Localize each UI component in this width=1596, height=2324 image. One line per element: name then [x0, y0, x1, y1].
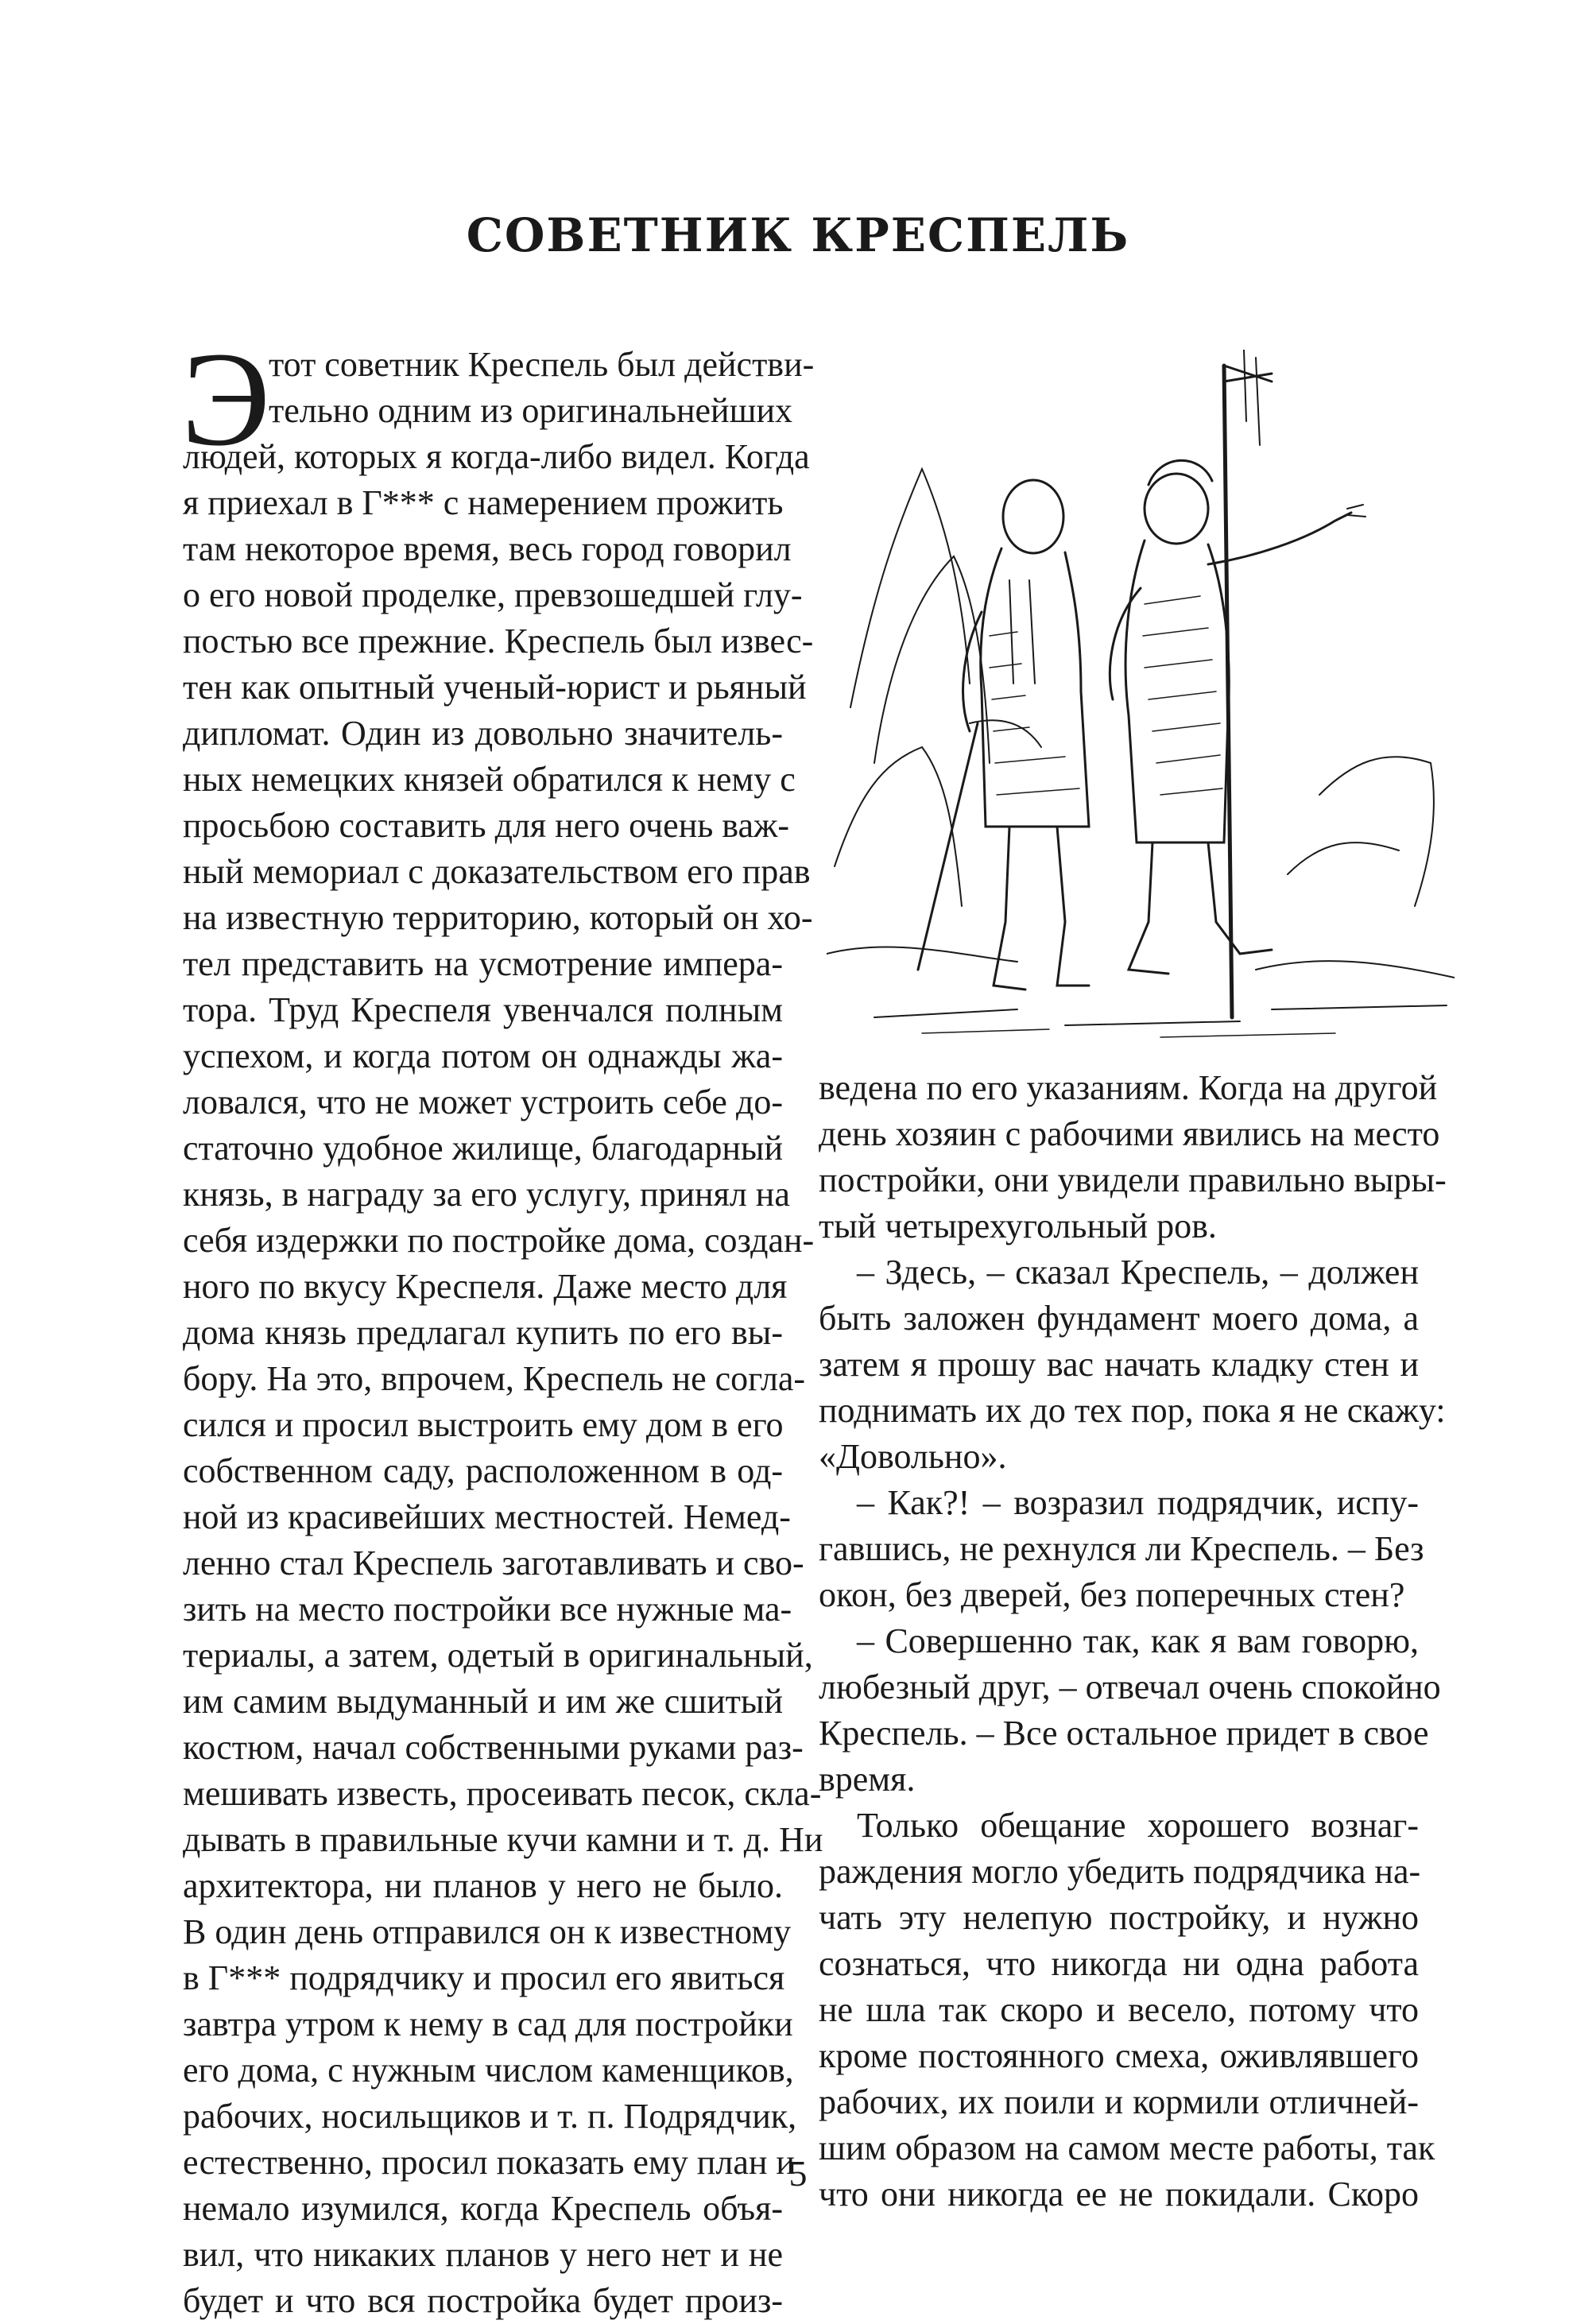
text-line: людей, которых я когда-либо видел. Когда — [183, 437, 810, 476]
text-line: ных немецких князей обратился к нему с — [183, 760, 796, 799]
text-line: архитектора, ни планов у него не было. — [183, 1866, 783, 1905]
text-line: о его новой проделке, превзошедшей глу- — [183, 575, 803, 614]
text-line: костюм, начал собственными руками раз- — [183, 1728, 804, 1767]
text-line: териалы, а затем, одетый в оригинальный, — [183, 1636, 813, 1675]
text-line: вил, что никаких планов у него нет и не — [183, 2235, 783, 2274]
text-line: дипломат. Один из довольно значитель- — [183, 714, 783, 753]
text-line: я приехал в Г*** с намерением прожить — [183, 483, 784, 522]
text-line: рабочих, носильщиков и т. п. Подрядчик, — [183, 2097, 797, 2136]
text-line: быть заложен фундамент моего дома, а — [819, 1299, 1419, 1338]
text-line: В один день отправился он к известному — [183, 1912, 792, 1951]
text-line: постройки, они увидели правильно выры- — [819, 1160, 1447, 1199]
text-line: чать эту нелепую постройку, и нужно — [819, 1898, 1419, 1937]
text-line: гавшись, не рехнулся ли Креспель. – Без — [819, 1529, 1424, 1568]
text-line: ной из красивейших местностей. Немед- — [183, 1497, 791, 1536]
chapter-title: СОВЕТНИК КРЕСПЕЛЬ — [466, 208, 1130, 262]
text-line: любезный друг, – отвечал очень спокойно — [819, 1667, 1441, 1706]
text-line: зить на место постройки все нужные ма- — [183, 1590, 792, 1629]
text-line: статочно удобное жилище, благодарный — [183, 1129, 783, 1168]
text-line: «Довольно». — [819, 1437, 1007, 1476]
text-line: окон, без дверей, без поперечных стен? — [819, 1575, 1405, 1614]
text-line: тора. Труд Креспеля увенчался полным — [183, 990, 783, 1029]
text-line: не шла так скоро и весело, потому что — [819, 1990, 1419, 2029]
text-line: – Совершенно так, как я вам говорю, — [857, 1621, 1419, 1660]
text-line: рабочих, их поили и кормили отличней- — [819, 2082, 1419, 2121]
text-line: успехом, и когда потом он однажды жа- — [183, 1036, 783, 1075]
text-line: затем я прошу вас начать кладку стен и — [819, 1345, 1419, 1384]
text-line: тен как опытный ученый-юрист и рьяный — [183, 668, 807, 707]
text-line: дывать в правильные кучи камни и т. д. Ни — [183, 1820, 823, 1859]
text-line: там некоторое время, весь город говорил — [183, 529, 792, 568]
text-line: – Как?! – возразил подрядчик, испу- — [857, 1483, 1419, 1522]
text-line: постью все прежние. Креспель был извес- — [183, 622, 814, 660]
text-line: бору. На это, впрочем, Креспель не согла- — [183, 1359, 806, 1398]
text-line: кроме постоянного смеха, оживлявшего — [819, 2036, 1419, 2075]
text-line: время. — [819, 1760, 916, 1799]
text-line: что они никогда ее не покидали. Скоро — [819, 2175, 1419, 2214]
text-line: естественно, просил показать ему план и — [183, 2143, 795, 2182]
text-line: сознаться, что никогда ни одна работа — [819, 1944, 1419, 1983]
text-line: тельно одним из оригинальнейших — [269, 391, 792, 430]
text-line: просьбою составить для него очень важ- — [183, 806, 790, 845]
text-line: его дома, с нужным числом каменщиков, — [183, 2051, 794, 2090]
text-line: на известную территорию, который он хо- — [183, 898, 813, 937]
text-line: день хозяин с рабочими явились на место — [819, 1114, 1440, 1153]
text-line: собственном саду, расположенном в од- — [183, 1451, 783, 1490]
text-line: поднимать их до тех пор, пока я не скажу: — [819, 1391, 1446, 1430]
text-line: ленно стал Креспель заготавливать и сво- — [183, 1544, 804, 1582]
text-line: немало изумился, когда Креспель объя- — [183, 2189, 783, 2228]
text-line: шим образом на самом месте работы, так — [819, 2128, 1435, 2167]
drop-cap: Э — [181, 324, 271, 474]
text-line: сился и просил выстроить ему дом в его — [183, 1405, 784, 1444]
text-line: тый четырехугольный ров. — [819, 1207, 1217, 1245]
text-line: ный мемориал с доказательством его прав — [183, 852, 811, 891]
text-line: мешивать известь, просеивать песок, скла- — [183, 1774, 822, 1813]
engraving-illustration — [827, 350, 1455, 1049]
text-line: завтра утром к нему в сад для постройки — [183, 2004, 793, 2043]
text-line: тот советник Креспель был действи- — [269, 345, 815, 384]
text-line: тел представить на усмотрение импера- — [183, 944, 783, 983]
text-line: им самим выдуманный и им же сшитый — [183, 1682, 783, 1721]
text-line: будет и что вся постройка будет произ- — [183, 2281, 783, 2320]
text-line: ловался, что не может устроить себе до- — [183, 1083, 783, 1121]
text-line: ведена по его указаниям. Когда на другой — [819, 1068, 1438, 1107]
text-line: себя издержки по постройке дома, создан- — [183, 1221, 815, 1260]
text-line: Креспель. – Все остальное придет в свое — [819, 1714, 1429, 1753]
text-line: дома князь предлагал купить по его вы- — [183, 1313, 783, 1352]
text-line: князь, в награду за его услугу, принял на — [183, 1175, 790, 1214]
page-number: 5 — [788, 2153, 808, 2194]
text-line: Только обещание хорошего вознаг- — [857, 1806, 1419, 1845]
text-line: – Здесь, – сказал Креспель, – должен — [857, 1253, 1419, 1292]
text-line: раждения могло убедить подрядчика на- — [819, 1852, 1421, 1891]
text-line: в Г*** подрядчику и просил его явиться — [183, 1958, 785, 1997]
text-line: ного по вкусу Креспеля. Даже место для — [183, 1267, 788, 1306]
